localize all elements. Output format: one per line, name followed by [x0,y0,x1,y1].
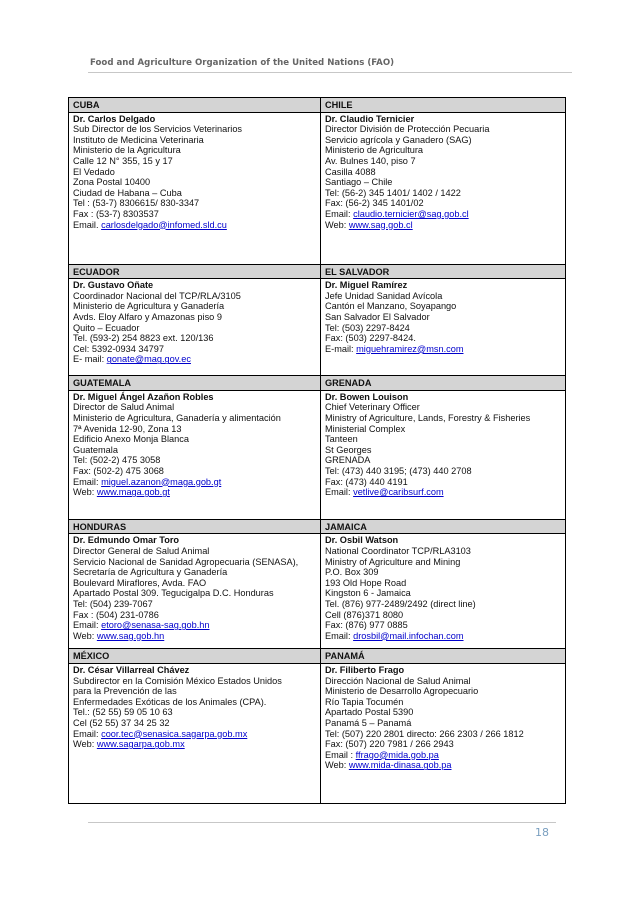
contact-text: Fax : (504) 231-0786 [73,609,159,620]
contact-name [73,665,316,676]
contact-line [73,344,316,355]
contact-line [325,631,561,642]
contact-line [73,487,316,498]
contact-line [73,578,316,589]
contact-row [69,663,566,803]
contact-text: Casilla 4088 [325,166,376,177]
contact-text: Secretaría de Agricultura y Ganadería [73,567,228,578]
contact-text: Edificio Anexo Monja Blanca [73,434,189,445]
contact-text: Dr. Bowen Louison [325,391,409,402]
contact-text: Fax: (473) 440 4191 [325,476,408,487]
country-header-row [69,519,566,534]
contact-line [325,445,561,456]
contact-text: Ciudad de Habana – Cuba [73,187,182,198]
contact-line [325,424,561,435]
contact-line [73,198,316,209]
contact-line [73,354,316,365]
contact-line [325,729,561,740]
country-name: GUATEMALA [69,376,321,391]
contact-text: Ministry of Agriculture and Mining [325,556,461,567]
contact-line [73,620,316,631]
contact-text: Email : [325,749,356,760]
contact-link[interactable]: www.maga.gob.gt [96,487,170,498]
contact-text: GRENADA [325,455,371,466]
contact-line [325,198,561,209]
contact-text: Director de Salud Animal [73,402,175,413]
contact-name [73,535,316,546]
contact-text: Sub Director de los Servicios Veterinarios [73,124,243,135]
contact-text: Panamá 5 – Panamá [325,717,412,728]
contact-line [325,312,561,323]
contact-link[interactable]: etoro@senasa-sag.gob.hn [101,620,210,631]
contact-text: Fax: (503) 2297-8424. [325,333,416,344]
contact-text: Dirección Nacional de Salud Animal [325,675,471,686]
contact-line [73,145,316,156]
contact-text: Tel: (504) 239-7067 [73,598,153,609]
contact-line [325,697,561,708]
contact-line [73,588,316,599]
contact-text: Email: [73,620,102,631]
contact-text: Web: [73,630,97,641]
contact-text: St Georges [325,444,372,455]
contact-cell [69,390,321,519]
contact-line [325,402,561,413]
contact-line [325,413,561,424]
contact-line [73,124,316,135]
contact-line [73,445,316,456]
contact-link[interactable]: www.mida-dinasa.gob.pa [348,760,452,771]
contact-text: Subdirector en la Comisión México Estados Unidos [73,675,282,686]
contact-line [73,413,316,424]
country-header-row [69,264,566,279]
contact-line [73,209,316,220]
contact-text: Ministerio de Agricultura, Ganadería y alimentación [73,412,281,423]
contact-text: Dr. Miguel Ramírez [325,280,408,291]
contact-text: Tel: (56-2) 345 1401/ 1402 / 1422 [325,187,461,198]
contact-line [325,455,561,466]
contact-text: Boulevard Miraflores, Avda. FAO [73,577,207,588]
contact-text: Dr. Carlos Delgado [73,113,156,124]
contact-text: Enfermedades Exóticas de los Animales (CPA). [73,696,267,707]
contact-line [73,333,316,344]
contact-line [325,557,561,568]
contact-text: Web: [73,739,97,750]
contact-line [325,676,561,687]
contact-text: Cel (52 55) 37 34 25 32 [73,717,170,728]
contact-cell [69,112,321,264]
country-header-row [69,98,566,113]
contact-text: Email: [73,728,102,739]
contact-link[interactable]: ffrago@mida.gob.pa [355,749,439,760]
contact-name [325,114,561,125]
country-header-row [69,649,566,664]
contact-text: 193 Old Hope Road [325,577,407,588]
contact-text: para la Prevención de las [73,686,177,697]
contact-line [73,599,316,610]
contact-line [325,135,561,146]
contact-line [325,546,561,557]
contact-link[interactable]: www.sag.gob.cl [348,219,413,230]
contact-text: Apartado Postal 309. Tegucigalpa D.C. Honduras [73,588,274,599]
header-divider [88,72,572,73]
contact-text: Ministerial Complex [325,423,406,434]
contact-text: Email: [325,208,354,219]
contact-text: Servicio Nacional de Sanidad Agropecuaria (SENASA), [73,556,299,567]
contact-line [73,739,316,750]
contact-line [73,729,316,740]
contact-line [73,610,316,621]
contact-text: Tel: (507) 220 2801 directo: 266 2303 / 266 1812 [325,728,524,739]
contact-name [325,665,561,676]
contact-line [73,301,316,312]
contact-text: Tel: (473) 440 3195; (473) 440 2708 [325,465,472,476]
contact-text: E-mail: [325,343,357,354]
contact-text: Fax: (876) 977 0885 [325,620,408,631]
contact-line [325,707,561,718]
contact-text: Quito – Ecuador [73,322,140,333]
contact-line [73,167,316,178]
country-name: CHILE [321,98,566,113]
contact-text: Director General de Salud Animal [73,545,210,556]
contact-line [325,760,561,771]
contact-text: Apartado Postal 5390 [325,707,414,718]
contact-cell [69,279,321,376]
contact-text: Chief Veterinary Officer [325,402,420,413]
contact-row [69,112,566,264]
contact-text: Kingston 6 - Jamaica [325,588,411,599]
contact-line [73,631,316,642]
contact-text: Av. Bulnes 140, piso 7 [325,155,416,166]
contact-line [325,477,561,488]
contact-line [73,323,316,334]
contact-line [325,301,561,312]
contact-text: Dr. Claudio Ternicier [325,113,415,124]
contact-line [73,135,316,146]
contact-line [73,188,316,199]
contact-line [73,434,316,445]
contact-line [325,220,561,231]
contact-line [325,124,561,135]
document-header-title: Food and Agriculture Organization of the United Nations (FAO) [90,58,395,68]
contact-text: Jefe Unidad Sanidad Avícola [325,290,443,301]
contact-text: Calle 12 N° 355, 15 y 17 [73,155,173,166]
contact-row [69,534,566,649]
contact-text: Dr. Filiberto Frago [325,664,405,675]
contact-name [325,535,561,546]
contact-text: Fax: (502-2) 475 3068 [73,465,164,476]
country-header-row [69,376,566,391]
contact-text: Cantón el Manzano, Soyapango [325,301,457,312]
contact-link[interactable]: vetlive@caribsurf.com [353,487,444,498]
country-name: MÉXICO [69,649,321,664]
contact-row [69,279,566,376]
contact-line [73,466,316,477]
country-name: HONDURAS [69,519,321,534]
contact-text: Web: [73,487,97,498]
contact-line [325,610,561,621]
contact-text: Web: [325,760,349,771]
contact-cell [69,663,321,803]
contact-line [325,578,561,589]
contact-line [325,145,561,156]
contact-line [325,588,561,599]
contact-text: Ministerio de Agricultura y Ganadería [73,301,225,312]
contact-cell [321,663,566,803]
contact-line [325,156,561,167]
contact-text: Fax : (53-7) 8303537 [73,208,159,219]
contact-link[interactable]: coor.tec@senasica.sagarpa.gob.mx [101,728,248,739]
contact-text: E- mail: [73,354,107,365]
contact-line [325,177,561,188]
contact-text: Avds. Eloy Alfaro y Amazonas piso 9 [73,311,222,322]
contact-text: Tel : (53-7) 8306615/ 830-3347 [73,198,200,209]
contact-text: Fax: (56-2) 345 1401/02 [325,198,424,209]
contact-line [325,291,561,302]
contact-line [73,177,316,188]
contact-text: Dr. Osbil Watson [325,535,399,546]
contact-text: Dr. Edmundo Omar Toro [73,535,180,546]
contact-text: P.O. Box 309 [325,567,379,578]
contact-text: Dr. Gustavo Oñate [73,280,154,291]
contact-line [325,567,561,578]
contact-text: Dr. César Villarreal Chávez [73,664,190,675]
contact-cell [321,279,566,376]
contact-text: San Salvador El Salvador [325,311,430,322]
contact-line [325,620,561,631]
contact-name [73,280,316,291]
contact-line [325,333,561,344]
contact-text: Tel. (876) 977-2489/2492 (direct line) [325,598,476,609]
contact-line [73,156,316,167]
contact-text: Email: [325,487,354,498]
contact-text: National Coordinator TCP/RLA3103 [325,545,471,556]
country-name: GRENADA [321,376,566,391]
contact-line [325,434,561,445]
contact-line [325,167,561,178]
contact-text: Email. [73,219,102,230]
contact-cell [321,534,566,649]
contact-text: Zona Postal 10400 [73,177,151,188]
contact-link[interactable]: www.sag.gob.hn [96,630,165,641]
country-name: ECUADOR [69,264,321,279]
contact-text: Cel: 5392-0934 34797 [73,343,164,354]
contact-text: Tel. (593-2) 254 8823 ext. 120/136 [73,333,214,344]
contact-line [73,477,316,488]
contact-line [73,220,316,231]
contact-text: Servicio agrícola y Ganadero (SAG) [325,134,472,145]
contact-text: Ministerio de Agricultura [325,145,424,156]
contact-text: Tel: (503) 2297-8424 [325,322,410,333]
contact-line [73,312,316,323]
contact-line [325,209,561,220]
contact-cell [69,534,321,649]
contact-line [325,718,561,729]
country-name: EL SALVADOR [321,264,566,279]
contact-line [73,546,316,557]
contact-line [325,599,561,610]
contact-name [325,392,561,403]
contact-text: Río Tapia Tocumén [325,696,404,707]
contact-text: Dr. Miguel Ángel Azañon Robles [73,391,214,402]
footer-divider [88,822,556,823]
contacts-table [68,97,566,804]
country-name: CUBA [69,98,321,113]
contact-line [325,466,561,477]
contact-text: Web: [325,219,349,230]
contact-line [73,455,316,466]
contact-line [73,291,316,302]
contact-name [73,392,316,403]
contact-name [73,114,316,125]
contact-link[interactable]: gonate@mag.gov.ec [106,354,191,365]
contact-text: Guatemala [73,444,118,455]
contact-link[interactable]: carlosdelgado@infomed.sld.cu [101,219,227,230]
contact-line [73,557,316,568]
country-name: JAMAICA [321,519,566,534]
contact-link[interactable]: miguehramirez@msn.com [356,343,464,354]
contact-text: Tel.: (52 55) 59 05 10 63 [73,707,173,718]
contact-text: Ministerio de la Agricultura [73,145,181,156]
contact-line [73,676,316,687]
contact-row [69,390,566,519]
contact-text: Cell (876)371 8080 [325,609,404,620]
contact-line [325,323,561,334]
contact-link[interactable]: drosbil@mail.infochan.com [353,630,464,641]
contact-line [73,424,316,435]
contact-line [325,344,561,355]
contact-line [73,567,316,578]
contact-name [325,280,561,291]
contact-text: Email: [73,476,102,487]
contact-line [325,487,561,498]
contact-text: Ministry of Agriculture, Lands, Forestry & Fisheries [325,412,531,423]
contact-link[interactable]: claudio.ternicier@sag.gob.cl [353,208,469,219]
contact-text: Tel: (502-2) 475 3058 [73,455,161,466]
contact-line [73,686,316,697]
contact-line [325,686,561,697]
contact-text: Tanteen [325,434,358,445]
contact-cell [321,112,566,264]
contact-text: Director División de Protección Pecuaria [325,124,490,135]
contact-text: Instituto de Medicina Veterinaria [73,134,204,145]
contact-line [73,718,316,729]
contact-cell [321,390,566,519]
contact-text: Coordinador Nacional del TCP/RLA/3105 [73,290,241,301]
page-number: 18 [535,826,549,839]
contact-link[interactable]: www.sagarpa.gob.mx [96,739,185,750]
contact-line [73,402,316,413]
contact-line [325,188,561,199]
contact-text: Ministerio de Desarrollo Agropecuario [325,686,479,697]
contact-link[interactable]: miguel.azanon@maga.gob.gt [101,476,222,487]
contact-text: Email: [325,630,354,641]
contact-line [73,697,316,708]
contact-line [325,750,561,761]
contact-line [73,707,316,718]
contact-text: 7ª Avenida 12-90, Zona 13 [73,423,182,434]
contact-text: Fax: (507) 220 7981 / 266 2943 [325,739,454,750]
contact-text: Santiago – Chile [325,177,393,188]
country-name: PANAMÁ [321,649,566,664]
contact-line [325,739,561,750]
contact-text: El Vedado [73,166,115,177]
